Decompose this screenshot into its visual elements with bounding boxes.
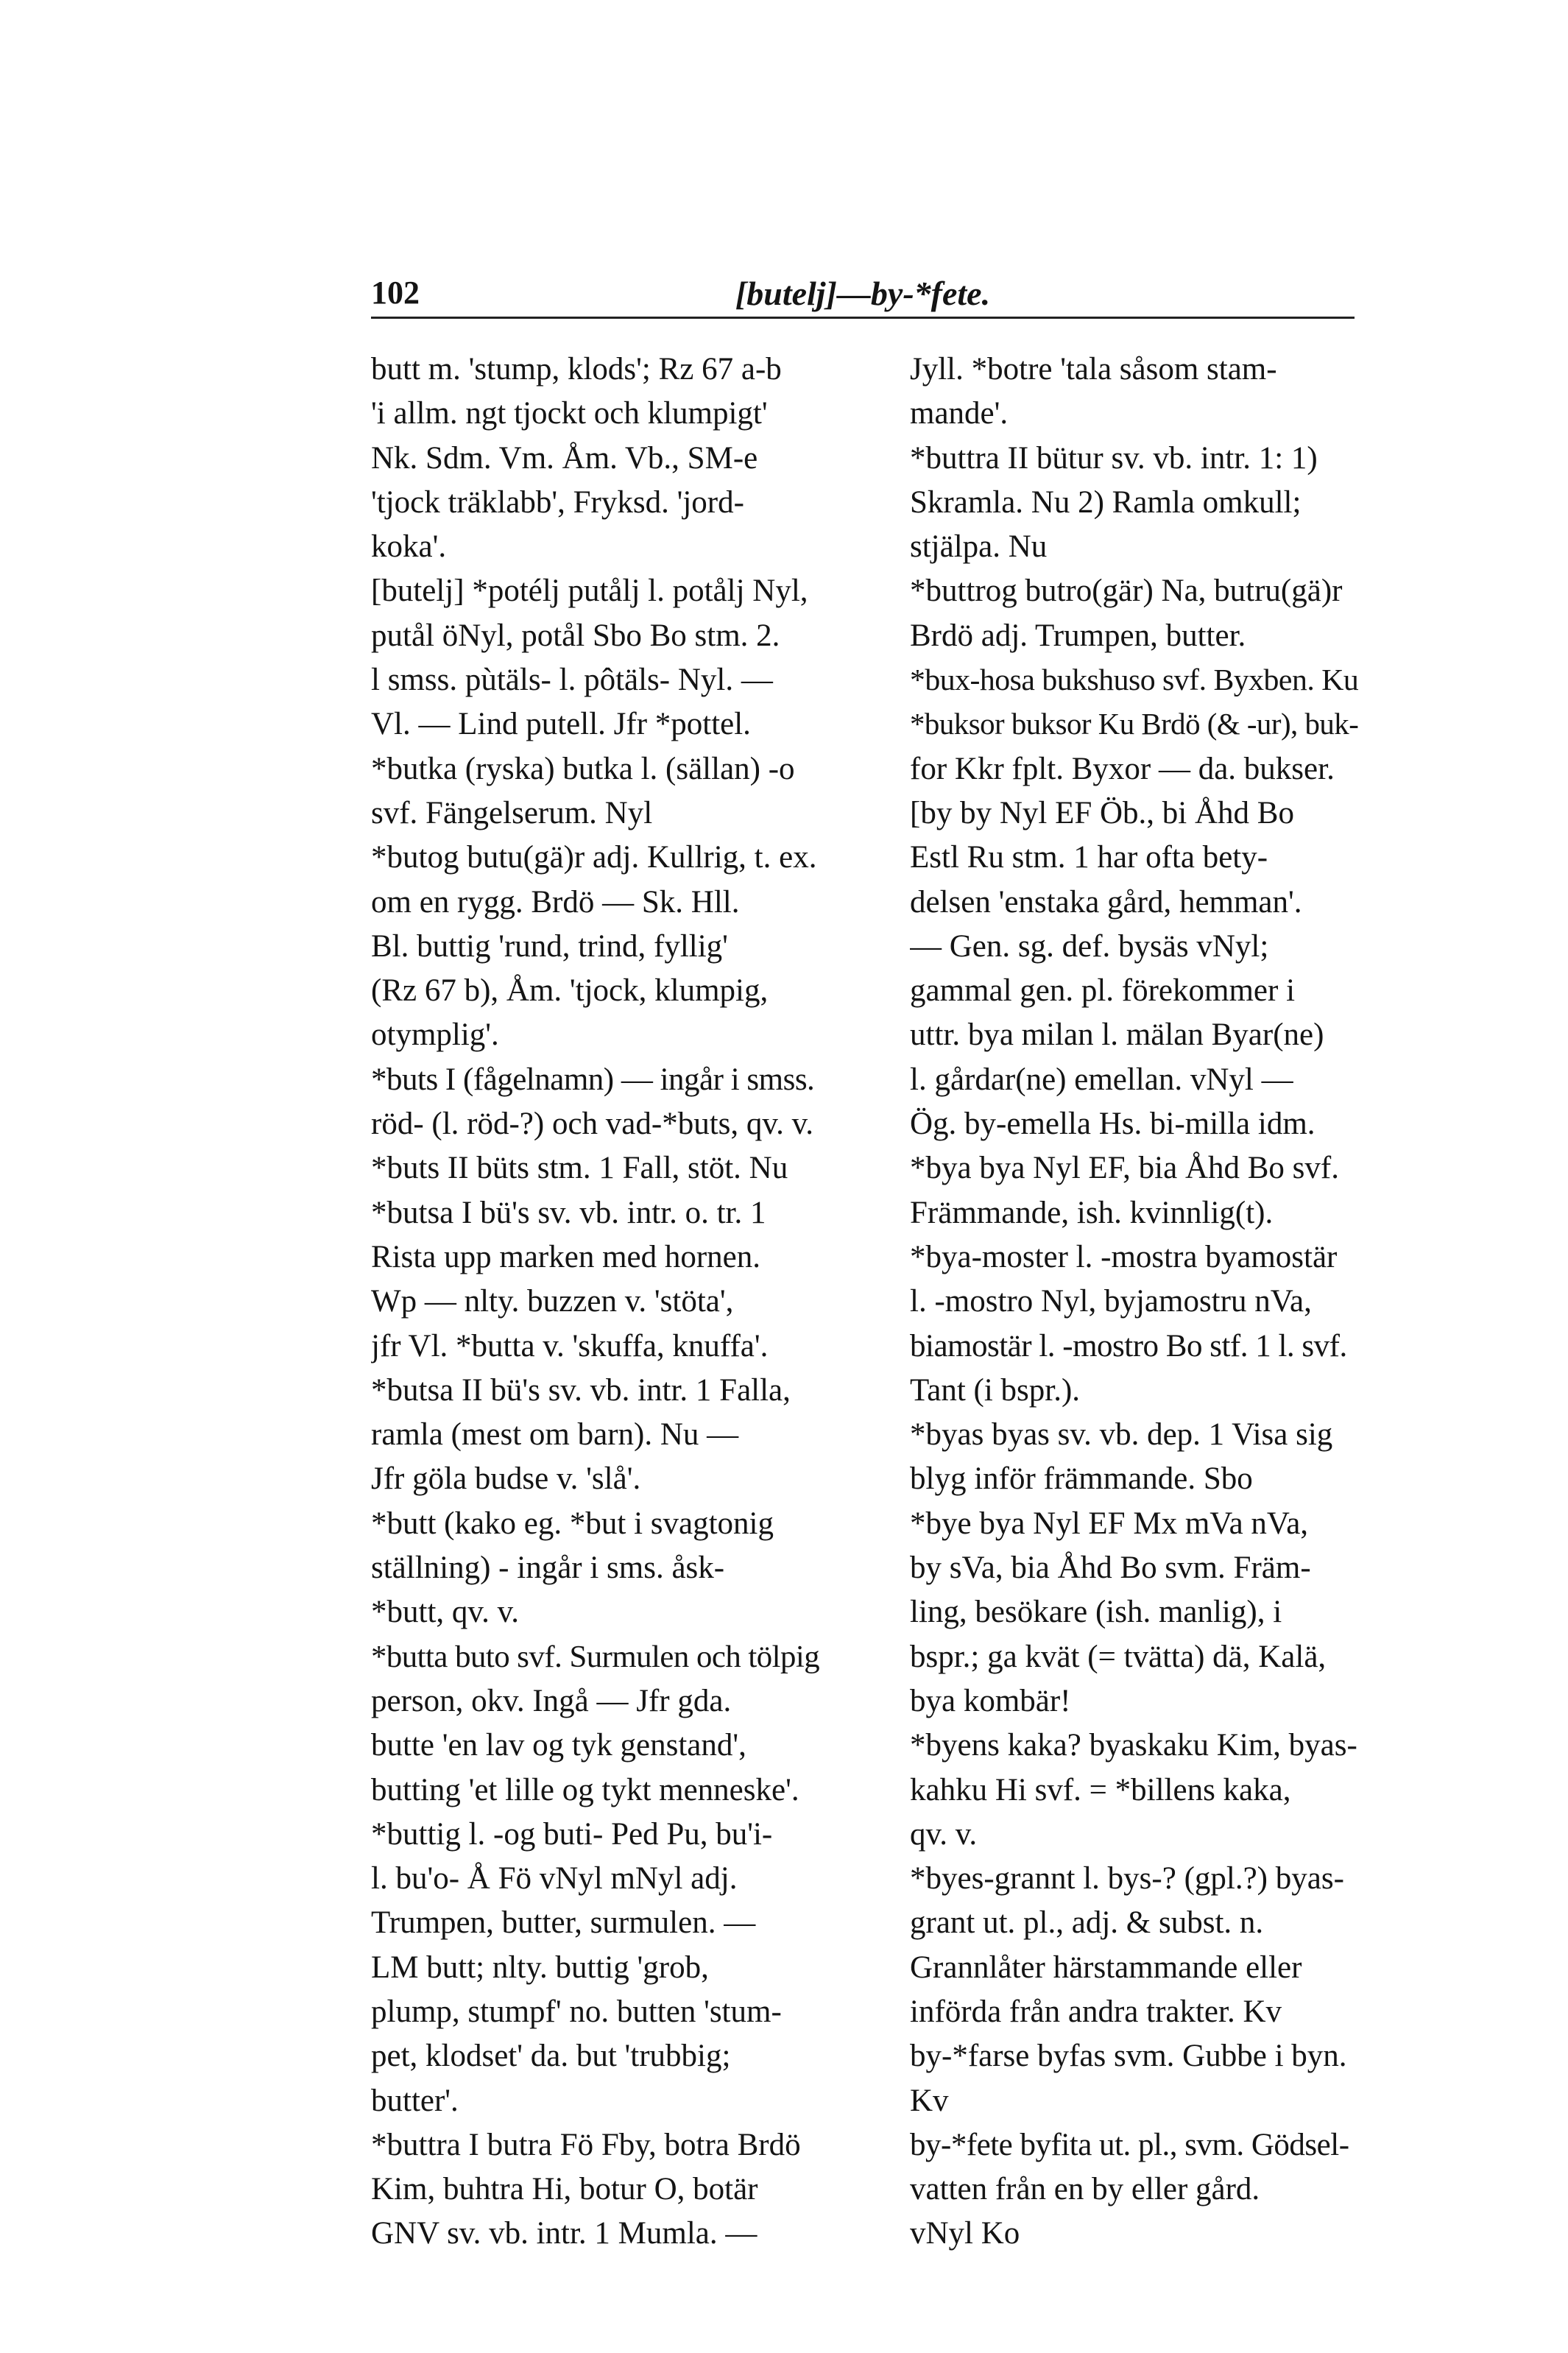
entry-line: l. -mostro Nyl, byjamostru nVa, — [910, 1284, 1312, 1319]
entry-line: svf. Fängelserum. Nyl — [371, 795, 653, 830]
entry-line: ling, besökare (ish. manlig), i — [910, 1595, 1282, 1630]
entry-line: ställning) - ingår i sms. åsk- — [371, 1551, 725, 1586]
entry-line: *butta buto svf. Surmulen och tölpig — [371, 1639, 820, 1674]
entry-line: 'tjock träklabb', Fryksd. 'jord- — [371, 484, 744, 520]
entry-line: Tant (i bspr.). — [910, 1372, 1081, 1408]
entry-line: *bye bya Nyl EF Mx mVa nVa, — [910, 1506, 1309, 1541]
entry-line: uttr. bya milan l. mälan Byar(ne) — [910, 1017, 1324, 1053]
entry-line: *buts I (fågelnamn) — ingår i smss. — [371, 1062, 815, 1097]
entry-line: *buttra I butra Fö Fby, botra Brdö — [371, 2127, 801, 2162]
entry-line: pet, klodset' da. but 'trubbig; — [371, 2039, 731, 2074]
entry-line: *bux-hosa bukshuso svf. Byxben. Ku — [910, 663, 1359, 698]
entry-line: mande'. — [910, 396, 1009, 431]
entry-line: *bya-moster l. -mostra byamostär — [910, 1239, 1338, 1274]
entry-line: Vl. — Lind putell. Jfr *pottel. — [371, 707, 751, 742]
entry-line: gammal gen. pl. förekommer i — [910, 973, 1296, 1009]
entry-line: biamostär l. -mostro Bo stf. 1 l. svf. — [910, 1328, 1347, 1364]
entry-line: Estl Ru stm. 1 har ofta bety- — [910, 840, 1268, 875]
entry-line: [by by Nyl EF Öb., bi Åhd Bo — [910, 795, 1294, 830]
entry-line: Trumpen, butter, surmulen. — — [371, 1905, 756, 1941]
entry-line: [butelj] *potélj putålj l. potålj Nyl, — [371, 574, 808, 609]
page-header — [371, 274, 1355, 318]
entry-line: vatten från en by eller gård. — [910, 2172, 1260, 2207]
entry-line: butter'. — [371, 2083, 459, 2118]
entry-line: Wp — nlty. buzzen v. 'stöta', — [371, 1284, 734, 1319]
entry-line: Skramla. Nu 2) Ramla omkull; — [910, 484, 1302, 520]
entry-line: *butt (kako eg. *but i svagtonig — [371, 1506, 774, 1541]
entry-line: GNV sv. vb. intr. 1 Mumla. — — [371, 2216, 757, 2251]
entry-line: Brdö adj. Trumpen, butter. — [910, 618, 1246, 653]
entry-line: by-*farse byfas svm. Gubbe i byn. — [910, 2039, 1347, 2074]
entry-line: — Gen. sg. def. bysäs vNyl; — [910, 928, 1269, 964]
entry-line: ramla (mest om barn). Nu — — [371, 1417, 739, 1453]
entry-line: Främmande, ish. kvinnlig(t). — [910, 1195, 1274, 1230]
entry-line: LM butt; nlty. buttig 'grob, — [371, 1950, 709, 1985]
entry-line: *buksor buksor Ku Brdö (& -ur), buk- — [910, 708, 1359, 741]
entry-line: Rista upp marken med hornen. — [371, 1239, 761, 1274]
entry-line: Bl. buttig 'rund, trind, fyllig' — [371, 928, 728, 964]
entry-line: l smss. pùtäls- l. pôtäls- Nyl. — — [371, 663, 773, 698]
page-number: 102 — [371, 275, 420, 311]
entry-line: 'i allm. ngt tjockt och klumpigt' — [371, 396, 768, 431]
entry-line: *buttra II bütur sv. vb. intr. 1: 1) — [910, 440, 1318, 476]
entry-line: *byes-grannt l. bys-? (gpl.?) byas- — [910, 1861, 1344, 1897]
entry-line: Ög. by-emella Hs. bi-milla idm. — [910, 1107, 1316, 1142]
entry-line: l. bu'o- Å Fö vNyl mNyl adj. — [371, 1861, 738, 1897]
entry-line: Grannlåter härstammande eller — [910, 1950, 1302, 1985]
entry-line: *bya bya Nyl EF, bia Åhd Bo svf. — [910, 1151, 1339, 1186]
entry-line: for Kkr fplt. Byxor — da. bukser. — [910, 751, 1335, 786]
entry-line: *buttrog butro(gär) Na, butru(gä)r — [910, 574, 1343, 609]
entry-line: qv. v. — [910, 1816, 978, 1852]
entry-line: införda från andra trakter. Kv — [910, 1994, 1282, 2029]
entry-line: stjälpa. Nu — [910, 529, 1048, 565]
entry-line: kahku Hi svf. = *billens kaka, — [910, 1772, 1291, 1807]
entry-line: butt m. 'stump, klods'; Rz 67 a-b — [371, 352, 782, 387]
entry-line: röd- (l. röd-?) och vad-*buts, qv. v. — [371, 1107, 814, 1142]
entry-line: Kim, buhtra Hi, botur O, botär — [371, 2172, 758, 2207]
entry-line: butte 'en lav og tyk genstand', — [371, 1728, 746, 1763]
entry-line: l. gårdar(ne) emellan. vNyl — — [910, 1062, 1293, 1097]
entry-line: *butt, qv. v. — [371, 1595, 520, 1630]
entry-line: om en rygg. Brdö — Sk. Hll. — [371, 884, 740, 920]
entry-line: *butsa II bü's sv. vb. intr. 1 Falla, — [371, 1372, 791, 1408]
entry-line: putål öNyl, potål Sbo Bo stm. 2. — [371, 618, 780, 653]
entry-line: *butog butu(gä)r adj. Kullrig, t. ex. — [371, 840, 817, 875]
entry-line: *byens kaka? byaskaku Kim, byas- — [910, 1728, 1357, 1763]
entry-line: plump, stumpf' no. butten 'stum- — [371, 1994, 782, 2029]
entry-line: by sVa, bia Åhd Bo svm. Främ- — [910, 1551, 1311, 1586]
entry-line: *butka (ryska) butka l. (sällan) -o — [371, 751, 795, 786]
entry-line: bya kombär! — [910, 1683, 1071, 1718]
entry-line: *butsa I bü's sv. vb. intr. o. tr. 1 — [371, 1195, 766, 1230]
entry-line: *buttig l. -og buti- Ped Pu, bu'i- — [371, 1816, 773, 1852]
right-column — [910, 348, 1359, 2257]
entry-line: butting 'et lille og tykt menneske'. — [371, 1772, 799, 1807]
entry-line: person, okv. Ingå — Jfr gda. — [371, 1683, 732, 1718]
entry-line: bspr.; ga kvät (= tvätta) dä, Kalä, — [910, 1639, 1327, 1674]
entry-line: koka'. — [371, 529, 447, 565]
entry-line: vNyl Ko — [910, 2216, 1020, 2251]
entry-line: Kv — [910, 2083, 949, 2118]
entry-line: by-*fete byfita ut. pl., svm. Gödsel- — [910, 2127, 1349, 2162]
entry-line: *byas byas sv. vb. dep. 1 Visa sig — [910, 1417, 1333, 1453]
left-column — [371, 348, 820, 2257]
entry-line: blyg inför främmande. Sbo — [910, 1461, 1253, 1497]
entry-line: Nk. Sdm. Vm. Åm. Vb., SM-e — [371, 440, 758, 476]
entry-line: *buts II büts stm. 1 Fall, stöt. Nu — [371, 1151, 788, 1186]
entry-line: grant ut. pl., adj. & subst. n. — [910, 1905, 1264, 1941]
entry-line: jfr Vl. *butta v. 'skuffa, knuffa'. — [371, 1328, 769, 1364]
entry-line: Jfr göla budse v. 'slå'. — [371, 1461, 641, 1497]
entry-line: Jyll. *botre 'tala såsom stam- — [910, 352, 1277, 387]
entry-line: (Rz 67 b), Åm. 'tjock, klumpig, — [371, 973, 769, 1009]
running-head: [butelj]—by-*fete. — [735, 275, 991, 312]
entry-line: delsen 'enstaka gård, hemman'. — [910, 884, 1302, 920]
entry-line: otymplig'. — [371, 1017, 499, 1053]
header-rule — [371, 317, 1355, 319]
